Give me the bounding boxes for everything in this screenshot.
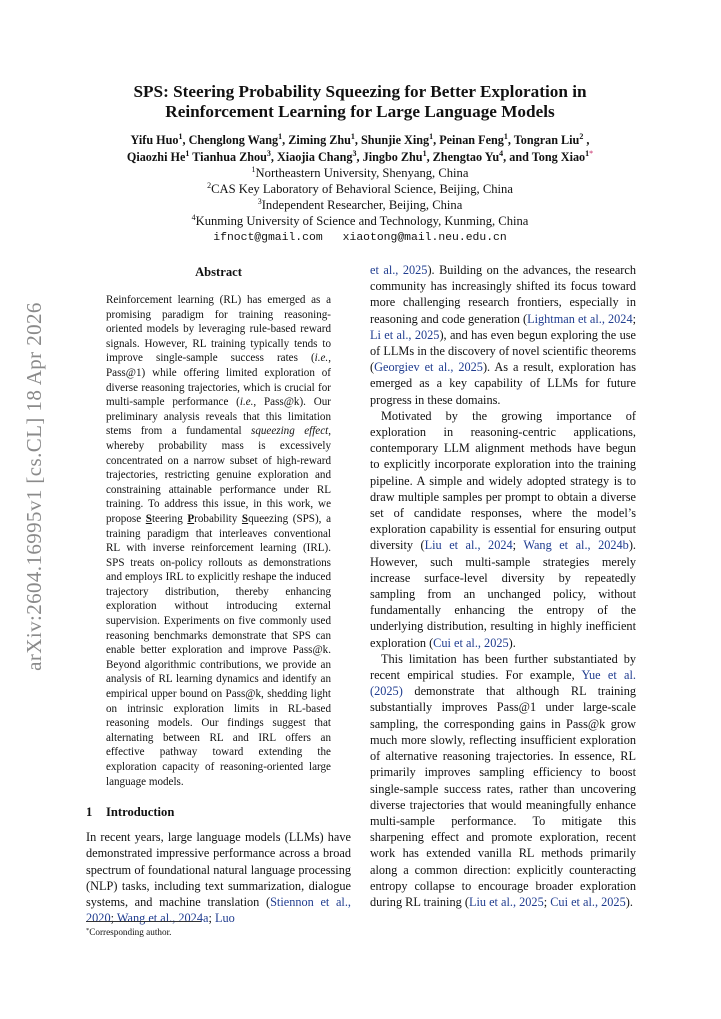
- section-number: 1: [86, 805, 93, 820]
- affiliation-text: Independent Researcher, Beijing, China: [261, 198, 463, 212]
- body-text: ;: [632, 311, 637, 326]
- affiliation-text: CAS Key Laboratory of Behavioral Science, Beijing, China: [211, 182, 513, 196]
- body-text: ). However, such multi-sample strategies merely increase surface-level diversity by repeatedly sampling from an unchanged policy, without fundamentally enhancing the entropy of the underlying distribution, resulting in highly inefficient exploration (: [370, 538, 636, 650]
- body-text: queezing (SPS), a training paradigm that interleaves conventional RL with inverse reinforcement learning (IRL). SPS treats on-policy rollouts as demonstrations and employs IRL to explicitly reshape the induced trajectory distribution, thereby enhancing exploration without introducing external supervision. Experiments on five commonly used reasoning benchmarks demonstrate that SPS can enable better exploration and improve Pass@k. Beyond algorithmic contributions, we provide an analysis of RL learning dynamics and identify an empirical upper bound on Pass@k, shedding light on intrinsic exploration limits in RL-based reasoning models. Our findings suggest that alternating between RL and IRL offers an effective pathway toward extending the exploration capacity of reasoning-oriented large language models.: [106, 512, 331, 788]
- abstract-body: [106, 293, 331, 789]
- author-name: Qiaozhi He: [126, 149, 186, 164]
- body-text: ).: [625, 894, 633, 909]
- affiliation-marker: 1: [178, 132, 183, 141]
- footnote: [86, 921, 351, 938]
- intro-paragraph-continued: [370, 262, 636, 408]
- author-name: Jingbo Zhu: [362, 149, 423, 164]
- affiliation-marker: 1: [422, 148, 427, 158]
- corresponding-author-mark[interactable]: *: [589, 148, 594, 158]
- body-text: This limitation has been further substantiated by recent empirical studies. For example,: [370, 651, 636, 683]
- citation-link[interactable]: Stiennon et al., 2020: [86, 895, 351, 926]
- right-column: [370, 262, 636, 910]
- body-text: , Pass@1) while offering limited exploration of diverse reasoning trajectories, which is crucial for multi-sample performance (: [106, 352, 331, 409]
- affiliation-marker: 1: [503, 132, 508, 141]
- body-text: ). Building on the advances, the research community has increasingly shifted its focus toward more challenging research frontiers, especially in reasoning and code generation (: [370, 263, 636, 326]
- acronym-letter: P: [187, 512, 195, 525]
- affiliation-number: 4: [191, 213, 196, 222]
- author-name: Yifu Huo: [130, 133, 179, 147]
- author-name: Chenglong Wang: [188, 133, 279, 147]
- citation-link[interactable]: Li et al., 2025: [370, 327, 440, 342]
- affiliation: [60, 181, 660, 197]
- paper-title: [60, 82, 660, 122]
- author-name: Ziming Zhu: [288, 133, 351, 147]
- author-name: Shunjie Xing: [361, 133, 430, 147]
- body-text: ;: [512, 538, 524, 553]
- body-text: ;: [110, 911, 117, 926]
- intro-paragraph: [86, 829, 351, 926]
- citation-link[interactable]: et al., 2025: [370, 263, 428, 277]
- citation-link[interactable]: Liu et al., 2024: [424, 538, 513, 553]
- affiliation-list: [60, 165, 660, 229]
- italic-text: squeezing effect: [251, 425, 329, 438]
- affiliation-marker: 1: [278, 132, 283, 141]
- affiliation-marker: 2: [579, 132, 584, 141]
- section-title: Introduction: [106, 805, 175, 820]
- abstract-heading: Abstract: [195, 265, 242, 279]
- citation-link[interactable]: Wang et al., 2024b: [523, 538, 629, 553]
- email-line: [60, 230, 660, 246]
- intro-paragraph: [370, 408, 636, 651]
- citation-link[interactable]: Georgiev et al., 2025: [374, 360, 483, 375]
- affiliation-marker: 3: [352, 148, 357, 158]
- paper-header: [60, 82, 660, 246]
- citation-link[interactable]: Cui et al., 2025: [433, 635, 509, 650]
- affiliation-number: 1: [251, 165, 256, 174]
- affiliation-number: 3: [257, 197, 262, 206]
- acronym-letter: S: [241, 512, 249, 525]
- affiliation: [60, 197, 660, 213]
- intro-paragraph: [370, 651, 636, 910]
- affiliation-marker: 1: [350, 132, 355, 141]
- footnote-text: Corresponding author.: [89, 927, 172, 937]
- author-line-1: Yifu Huo$^1$, Chenglong Wang$^1$, Ziming Zhu$^1$, Shunjie Xing$^1$, Peinan Feng$^1$, Tongran Liu$^2$ ,: [130, 132, 590, 147]
- section-heading-introduction: [86, 804, 351, 820]
- author-name: Tong Xiao: [531, 149, 586, 164]
- affiliation-marker: 1: [585, 148, 590, 158]
- citation-link[interactable]: Wang et al., 2024a: [116, 911, 209, 926]
- body-text: ), and has even begun exploring the use of LLMs in the discovery of novel scientific theorems (: [370, 327, 636, 375]
- email-address[interactable]: ifnoct@gmail.com: [213, 232, 323, 244]
- arxiv-identifier-text: arXiv:2604.16995v1 [cs.CL] 18 Apr 2026: [21, 301, 46, 671]
- affiliation: [60, 165, 660, 181]
- citation-link[interactable]: Yue et al. (2025): [370, 668, 636, 699]
- body-text: robability: [194, 512, 242, 525]
- body-text: ).: [508, 635, 516, 650]
- footnote-rule: [86, 921, 201, 922]
- affiliation-marker: 1: [429, 132, 434, 141]
- citation-link[interactable]: Luo: [214, 911, 235, 926]
- title-line-2: Reinforcement Learning for Large Language Models: [165, 102, 555, 121]
- body-text: teering: [151, 512, 188, 525]
- email-address[interactable]: xiaotong@mail.neu.edu.cn: [342, 232, 507, 244]
- footnote-mark: *: [86, 927, 90, 934]
- body-text: demonstrate that although RL training substantially improves Pass@1 under large-scale sampling, the corresponding gains in Pass@k grow much more slowly, reflecting insufficient exploration of alternative reasoning trajectories. In essence, RL primarily improves sampling efficiency to boost single-sample success rates, rather than uncovering diverse trajectories that would meaningfully enhance multi-sample performance. To mitigate this sharpening effect and promote exploration, recent work has extended vanilla RL methods primarily along a common direction: explicitly counteracting entropy collapse to encourage broader exploration during RL training (: [370, 684, 636, 909]
- citation-link[interactable]: Cui et al., 2025: [550, 894, 626, 909]
- affiliation-text: Northeastern University, Shenyang, China: [255, 166, 469, 180]
- author-name: Zhengtao Yu: [432, 149, 500, 164]
- author-list: [60, 132, 660, 165]
- body-text: , whereby probability mass is excessively concentrated on a narrow subset of high-reward trajectories, restricting genuine exploration and constraining attainable performance under RL training. To address this issue, in this work, we propose: [106, 425, 331, 525]
- body-text: ;: [208, 911, 215, 926]
- affiliation-text: Kunming University of Science and Technology, Kunming, China: [195, 214, 529, 228]
- arxiv-identifier-stamp: [14, 296, 54, 676]
- acronym-letter: S: [145, 512, 152, 525]
- body-text: Reinforcement learning (RL) has emerged as a promising paradigm for training reasoning-oriented models by leveraging rule-based reward signals. However, RL training typically tends to improve single-sample success rates (: [106, 294, 331, 365]
- body-text: Motivated by the growing importance of exploration in reasoning-centric applications, contemporary LLM alignment methods have begun to explicitly incorporate exploration into the training pipeline. A simple and widely adopted strategy is to draw multiple samples per prompt to obtain a diverse set of candidate responses, where the model’s exploration capability is essential for ensuring output diversity (: [370, 408, 636, 553]
- author-name: Tianhua Zhou: [192, 149, 267, 164]
- italic-text: i.e.: [314, 352, 329, 365]
- author-name: Peinan Feng: [439, 133, 504, 147]
- left-column: [86, 262, 351, 926]
- author-name: Tongran Liu: [513, 133, 580, 147]
- affiliation-number: 2: [207, 181, 212, 190]
- body-text: ;: [543, 894, 551, 909]
- affiliation-marker: 1: [185, 148, 190, 158]
- italic-text: i.e.: [239, 396, 254, 409]
- affiliation-marker: 3: [266, 148, 271, 158]
- citation-link[interactable]: Liu et al., 2025: [468, 894, 544, 909]
- author-line-2: Qiaozhi He$^1$ Tianhua Zhou$^3$, Xiaojia Chang$^3$, Jingbo Zhu$^1$, Zhengtao Yu$^4$, and Tong Xiao$^{1*}$: [126, 148, 594, 164]
- body-text: ). As a result, exploration has emerged as a key capability of LLMs for future progress in these domains.: [370, 360, 636, 407]
- title-line-1: SPS: Steering Probability Squeezing for Better Exploration in: [133, 82, 587, 101]
- body-text: In recent years, large language models (LLMs) have demonstrated impressive performance across a broad spectrum of foundational natural language processing (NLP) tasks, including text summarization, dialogue systems, and machine translation (: [86, 830, 351, 909]
- affiliation-marker: 4: [499, 148, 504, 158]
- citation-link[interactable]: Lightman et al., 2024: [527, 311, 633, 326]
- affiliation: [60, 213, 660, 229]
- body-text: , Pass@k). Our preliminary analysis reveals that this limitation stems from a fundamental: [106, 396, 331, 438]
- author-name: Xiaojia Chang: [277, 149, 353, 164]
